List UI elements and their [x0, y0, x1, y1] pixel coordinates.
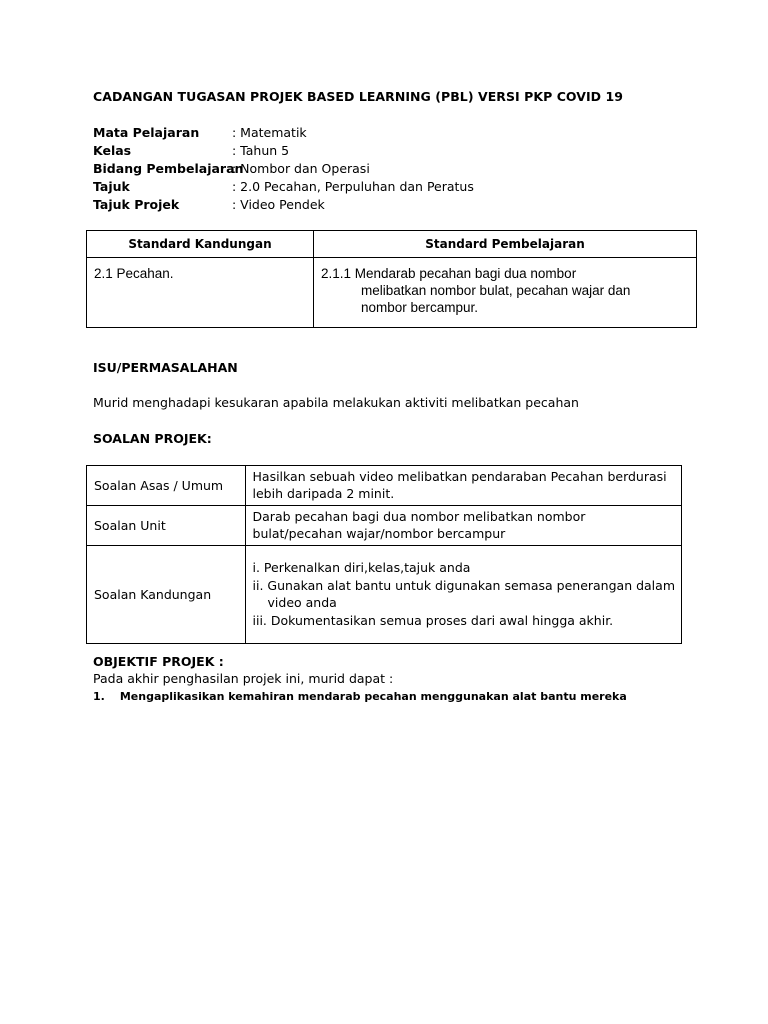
- objective-item-text: Mengaplikasikan kemahiran mendarab pecahan menggunakan alat bantu mereka: [119, 690, 627, 703]
- meta-label: Kelas: [93, 143, 132, 158]
- question-list-item: ii. Gunakan alat bantu untuk digunakan semasa penerangan dalam: [252, 577, 675, 593]
- question-text: [245, 506, 681, 546]
- meta-label: Tajuk: [93, 179, 130, 194]
- question-text: [245, 546, 681, 644]
- learning-standard-line: 2.1.1 Mendarab pecahan bagi dua nombor: [321, 266, 577, 281]
- standards-table: [86, 230, 697, 328]
- project-questions-heading: SOALAN PROJEK:: [93, 431, 212, 446]
- objective-item-number: 1.: [93, 690, 105, 703]
- issue-text: Murid menghadapi kesukaran apabila melakukan aktiviti melibatkan pecahan: [93, 395, 579, 410]
- document-title: CADANGAN TUGASAN PROJEK BASED LEARNING (PBL) VERSI PKP COVID 19: [93, 89, 624, 104]
- question-label: Soalan Unit: [87, 506, 246, 546]
- question-label: Soalan Kandungan: [87, 546, 246, 644]
- question-list-item: i. Perkenalkan diri,kelas,tajuk anda: [252, 560, 471, 575]
- meta-value: : Tahun 5: [232, 143, 290, 158]
- objective-intro: Pada akhir penghasilan projek ini, murid dapat :: [93, 671, 394, 686]
- project-questions-table: [86, 465, 682, 644]
- learning-standard-line: melibatkan nombor bulat, pecahan wajar dan: [361, 283, 631, 298]
- question-line: lebih daripada 2 minit.: [252, 486, 395, 501]
- question-line: Darab pecahan bagi dua nombor melibatkan nombor: [252, 508, 586, 524]
- standards-header-row: [87, 231, 697, 258]
- question-label: Soalan Asas / Umum: [87, 466, 246, 506]
- meta-value: : Nombor dan Operasi: [232, 161, 370, 176]
- question-row: [87, 546, 682, 644]
- learning-standard-line: nombor bercampur.: [361, 300, 479, 315]
- meta-label: Bidang Pembelajaran: [93, 161, 244, 176]
- question-line: bulat/pecahan wajar/nombor bercampur: [252, 526, 506, 541]
- meta-value: : Video Pendek: [232, 197, 325, 212]
- standards-header-content: Standard Kandungan: [87, 231, 314, 258]
- question-list-item-continued: video anda: [267, 595, 337, 610]
- question-list-item: iii. Dokumentasikan semua proses dari awal hingga akhir.: [252, 612, 614, 628]
- standards-header-learning: Standard Pembelajaran: [314, 231, 697, 258]
- question-line: Hasilkan sebuah video melibatkan pendaraban Pecahan berdurasi: [252, 468, 667, 484]
- meta-value: : 2.0 Pecahan, Perpuluhan dan Peratus: [232, 179, 474, 194]
- meta-value: : Matematik: [232, 125, 307, 140]
- objective-heading: OBJEKTIF PROJEK :: [93, 654, 224, 669]
- meta-label: Mata Pelajaran: [93, 125, 200, 140]
- issue-heading: ISU/PERMASALAHAN: [93, 360, 238, 375]
- content-standard-cell: 2.1 Pecahan.: [87, 258, 314, 328]
- objective-item: [93, 690, 627, 703]
- question-row: [87, 466, 682, 506]
- standards-row: [87, 258, 697, 328]
- question-text: [245, 466, 681, 506]
- meta-label: Tajuk Projek: [93, 197, 180, 212]
- question-row: [87, 506, 682, 546]
- learning-standard-cell: [314, 258, 697, 328]
